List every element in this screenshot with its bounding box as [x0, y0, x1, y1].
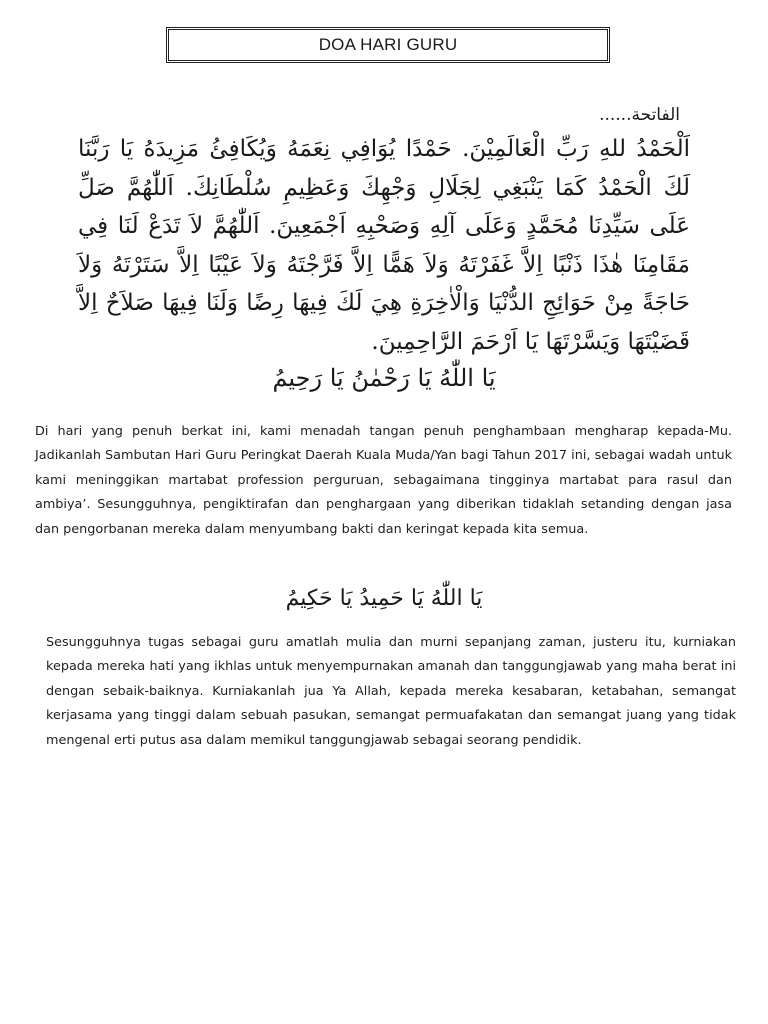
- arabic-invocation-hamid: يَا اللّٰهُ يَا حَمِيدُ يَا حَكِيمُ: [285, 586, 483, 611]
- document-title-text: DOA HARI GURU: [318, 35, 458, 54]
- malay-paragraph-2: Sesungguhnya tugas sebagai guru amatlah mulia dan murni sepanjang zaman, justeru itu, kurniakan kepada mereka hati yang ikhlas untuk menyempurnakan amanah dan tanggungjawab yang maha berat ini dengan sebaik-baiknya. Kurniakanlah jua Ya Allah, kepada mereka kesabaran, ketabahan, semangat kerjasama yang tinggi dalam sebuah pasukan, semangat permuafakatan dan semangat juang yang tidak mengenal erti putus asa dalam memikul tanggungjawab sebagai seorang pendidik.: [46, 635, 736, 748]
- document-title: [166, 27, 610, 63]
- arabic-invocation-rahman: يَا اللّٰهُ يَا رَحْمٰنُ يَا رَحِيمُ: [272, 364, 496, 392]
- malay-paragraph-1: Di hari yang penuh berkat ini, kami menadah tangan penuh penghambaan mengharap kepada-Mu. Jadikanlah Sambutan Hari Guru Peringkat Daerah Kuala Muda/Yan bagi Tahun 2017 ini, sebagai wadah untuk kami meninggikan martabat profession perguruan, sebagaimana tingginya martabat para rasul dan ambiya’. Sesungguhnya, pengiktirafan dan penghargaan yang diberikan tidaklah setanding dengan jasa dan pengorbanan mereka dalam menyumbang bakti dan keringat kepada kita semua.: [35, 424, 732, 537]
- arabic-doa-text: اَلْحَمْدُ للهِ رَبِّ الْعَالَمِيْنَ. حَمْدًا يُوَافِي نِعَمَهُ وَيُكَافِئُ مَزِيدَهُ يَا رَبَّنَا لَكَ الْحَمْدُ كَمَا يَنْبَغِي لِجَلَالِ وَجْهِكَ وَعَظِيمِ سُلْطَانِكَ. اَللّٰهُمَّ صَلِّ عَلَى سَيِّدِنَا مُحَمَّدٍ وَعَلَى آلِهِ وَصَحْبِهِ اَجْمَعِينَ. اَللّٰهُمَّ لاَ تَدَعْ لَنَا فِي مَقَامِنَا هٰذَا ذَنْبًا اِلاَّ غَفَرْتَهُ وَلاَ هَمًّا اِلاَّ فَرَّجْتَهُ وَلاَ عَيْبًا اِلاَّ سَتَرْتَهُ وَلاَ حَاجَةً مِنْ حَوَائِجِ الدُّنْيَا وَالْاٰخِرَةِ هِيَ لَكَ فِيهَا رِضًا وَلَنَا فِيهَا صَلاَحٌ اِلاَّ قَضَيْتَهَا وَيَسَّرْتَهَا يَا اَرْحَمَ الرَّاحِمِينَ.: [78, 136, 690, 355]
- arabic-doa-block: [78, 104, 690, 361]
- fatihah-label: الفاتحة......: [599, 105, 680, 125]
